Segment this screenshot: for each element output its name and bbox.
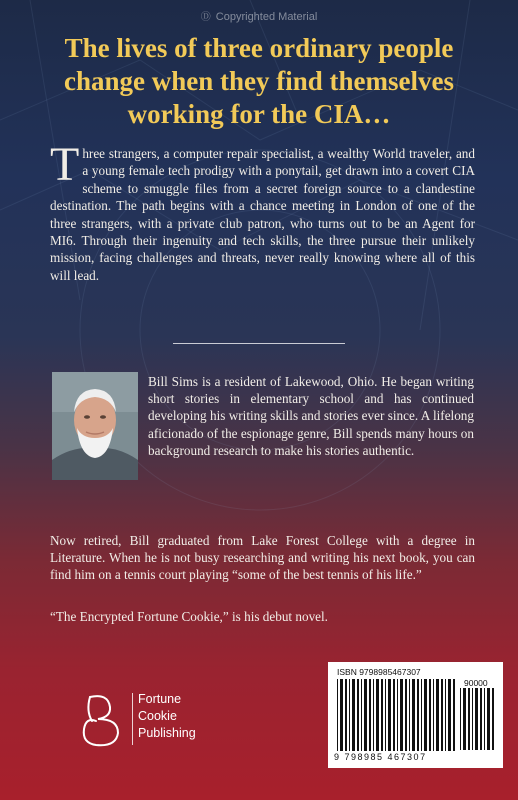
publisher-line-1: Fortune: [138, 692, 182, 706]
barcode-digits: 9 798985 467307: [334, 752, 427, 762]
isbn-label: ISBN 9798985467307: [337, 667, 421, 677]
synopsis-text: hree strangers, a computer repair specialist, a wealthy World traveler, and a young female tech prodigy with a ponytail, get drawn into a covert CIA scheme to smuggle files from a secret foreign source to a clandestine destination. The path begins with a chance meeting in London of one of the three strangers, with a private club patron, who turns out to be an Agent for MI6. Through their ingenuity and tech skills, the three pursue their unlikely mission, facing challenges and threats, never really knowing where all of this will lead.: [50, 146, 475, 283]
fortune-cookie-icon: [78, 691, 126, 749]
barcode-bars: [337, 679, 455, 751]
isbn-barcode: [328, 662, 503, 768]
author-photo: [52, 372, 138, 480]
price-addon-digits: 90000: [464, 678, 488, 688]
debut-line: “The Encrypted Fortune Cookie,” is his debut novel.: [50, 609, 328, 624]
addon-barcode-bars: [460, 688, 496, 750]
copyright-watermark: [0, 8, 518, 23]
section-divider: [173, 343, 345, 344]
logo-divider: [132, 693, 133, 745]
author-bio-education: Now retired, Bill graduated from Lake Forest College with a degree in Literature. When he is not busy researching and writing his next book, you can find him on a tennis court playing “some of the best tennis of his life.”: [50, 533, 475, 583]
headline: The lives of three ordinary people change when they find themselves working for the CIA…: [64, 33, 454, 129]
synopsis-dropcap: T: [50, 138, 80, 191]
publisher-name: [138, 691, 196, 742]
synopsis: [50, 138, 475, 284]
watermark-text: Copyrighted Material: [215, 11, 318, 23]
publisher-line-2: Cookie: [138, 709, 177, 723]
author-bio: Bill Sims is a resident of Lakewood, Ohio. He began writing short stories in elementary school and has continued developing his writing skills and stories ever since. A lifelong aficionado of the espionage genre, Bill spends many hours on background research to make his stories authentic.: [148, 374, 474, 458]
publisher-logo: [70, 683, 230, 753]
copyright-icon: Ⓓ: [200, 12, 211, 23]
publisher-line-3: Publishing: [138, 726, 196, 740]
